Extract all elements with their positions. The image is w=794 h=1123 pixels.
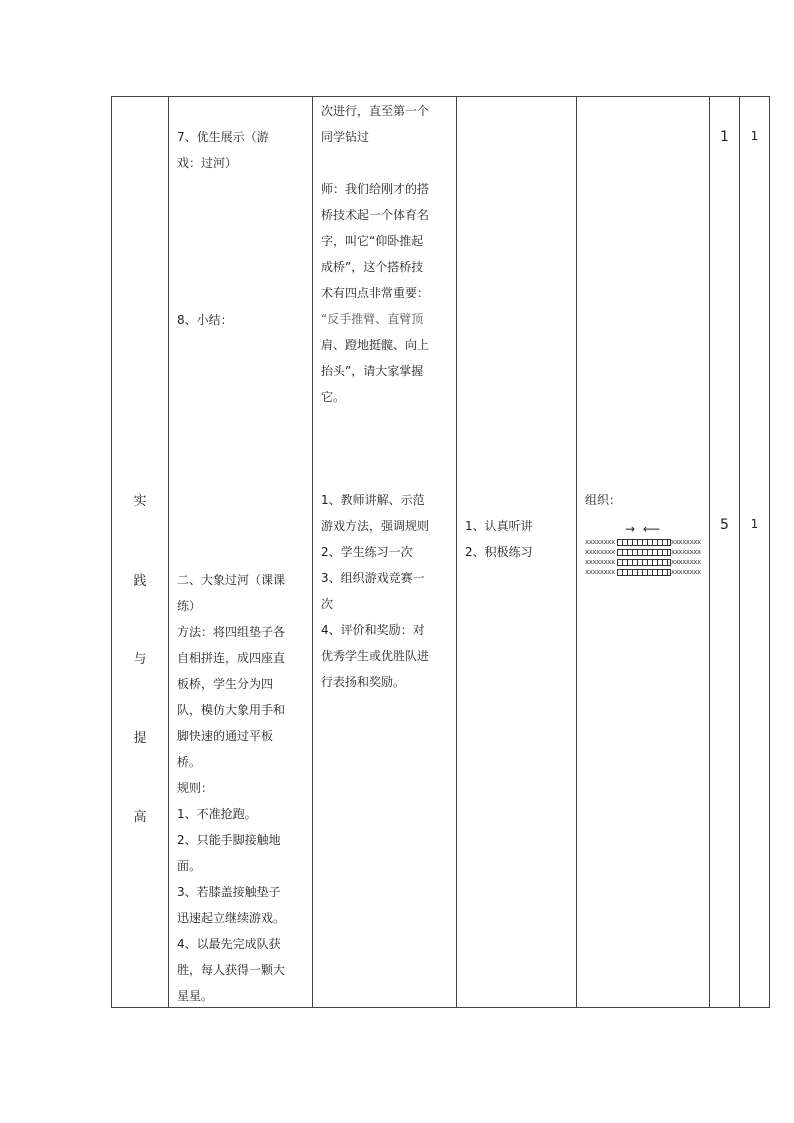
stage-cell <box>112 97 169 1008</box>
mat-bridge <box>617 569 671 576</box>
count-value: 1 <box>750 517 759 531</box>
item8-text: 8、小结： <box>177 313 233 327</box>
formation-diagram <box>585 522 705 582</box>
formation-row <box>585 549 705 557</box>
stage-char: 高 <box>133 810 147 825</box>
direction-arrows: → ⟵ <box>625 522 663 536</box>
teacher-summary-key: “反手推臂、直臂顶 肩、蹬地挺髋、向上 抬头”，请大家掌握 它。 <box>321 312 430 404</box>
mat-bridge <box>617 539 671 546</box>
students-left: xxxxxxxx <box>585 548 615 556</box>
student-cell <box>457 97 577 1008</box>
count-value: 1 <box>750 129 759 143</box>
formation-row <box>585 559 705 567</box>
time-value: 5 <box>720 517 729 533</box>
count-cell <box>740 97 770 1008</box>
lesson-plan-table <box>111 96 770 1008</box>
students-right: xxxxxxxx <box>671 538 701 546</box>
game-description: 二、大象过河（课课 练） 方法：将四组垫子各 自相拼连，成四座直 板桥，学生分为四 队，模仿大象用手和 脚快速的通过平板 桥。 规则： 1、不准抢跑。 2、只能手脚接触地 面。 3、若膝盖接触垫子 迅速起立继续游戏。 4、以最先完成队获 胜，每人获得一颗大 星星。 <box>177 573 286 1003</box>
time-value: 1 <box>720 129 729 145</box>
mat-bridge <box>617 559 671 566</box>
organization-cell <box>577 97 710 1008</box>
stage-char: 实 <box>133 494 147 509</box>
item7-text: 7、优生展示（游 戏：过河） <box>177 130 269 170</box>
students-left: xxxxxxxx <box>585 568 615 576</box>
teacher-summary-text: 师：我们给刚才的搭 桥技术起一个体育名 字，叫它“仰卧推起 成桥”，这个搭桥技 术有四点非常重要： <box>321 182 430 300</box>
students-right: xxxxxxxx <box>671 558 701 566</box>
teacher-top-text: 次进行，直至第一个 同学钻过 <box>321 104 430 144</box>
stage-char: 践 <box>133 574 147 589</box>
teacher-cell <box>313 97 457 1008</box>
stage-char: 与 <box>133 652 147 667</box>
organization-label: 组织： <box>585 493 622 507</box>
formation-row <box>585 539 705 547</box>
student-game-text: 1、认真听讲 2、积极练习 <box>465 519 533 559</box>
content-cell <box>169 97 313 1008</box>
students-left: xxxxxxxx <box>585 558 615 566</box>
students-right: xxxxxxxx <box>671 548 701 556</box>
stage-char: 提 <box>133 731 147 746</box>
formation-row <box>585 569 705 577</box>
students-left: xxxxxxxx <box>585 538 615 546</box>
students-right: xxxxxxxx <box>671 568 701 576</box>
teacher-game-text: 1、教师讲解、示范 游戏方法，强调规则 2、学生练习一次 3、组织游戏竞赛一 次 4、评价和奖励：对 优秀学生或优胜队进 行表扬和奖励。 <box>321 493 430 689</box>
mat-bridge <box>617 549 671 556</box>
time-cell <box>710 97 740 1008</box>
